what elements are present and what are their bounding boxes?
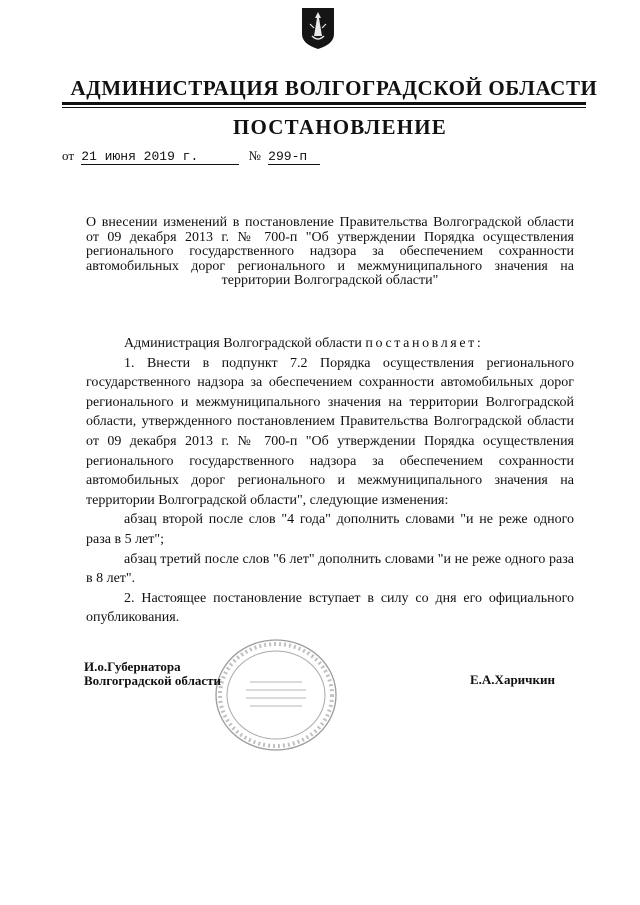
paragraph-4: 2. Настоящее постановление вступает в силу со дня его официального опубликования. xyxy=(86,590,574,626)
document-body xyxy=(86,334,574,628)
signatory-name: Е.А.Харичкин xyxy=(470,672,555,687)
header-rule-thick xyxy=(62,102,586,105)
header-rule-thin xyxy=(62,107,586,108)
document-type-title: ПОСТАНОВЛЕНИЕ xyxy=(232,115,448,139)
number-prefix: № xyxy=(248,148,261,163)
signatory-position-line2: Волгоградской области xyxy=(84,673,222,688)
document-subject: О внесении изменений в постановление Правительства Волгоградской области от 09 декабря 2013 г. № 700-п "Об утверждении Порядка осуществления регионального государственного надзора за обеспечением сохранности автомобильных дорог регионального и межмуниципального значения на территории Волгоградской области" xyxy=(86,215,574,289)
intro-verb: постановляет: xyxy=(365,336,484,351)
paragraph-2: абзац второй после слов "4 года" дополнить словами "и не реже одного раза в 5 лет"; xyxy=(86,512,574,547)
document-number: 299-п xyxy=(268,149,320,165)
date-number-line xyxy=(62,148,320,165)
signatory-position xyxy=(84,660,221,688)
intro-text: Администрация Волгоградской области xyxy=(124,336,362,351)
paragraph-3: абзац третий после слов "6 лет" дополнить словами "и не реже одного раза в 8 лет". xyxy=(86,551,574,587)
coat-of-arms-icon xyxy=(300,6,336,50)
signatory-position-line1: И.о.Губернатора xyxy=(84,659,181,674)
document-date: 21 июня 2019 г. xyxy=(81,149,239,165)
paragraph-1: 1. Внести в подпункт 7.2 Порядка осуществления регионального государственного надзора за обеспечением сохранности автомобильных дорог регионального и межмуниципального значения на территории Волгоградской области, утвержденного постановлением Правительства Волгоградской области от 09 декабря 2013 г. № 700-п "Об утверждении Порядка осуществления регионального государственного надзора за обеспечением сохранности автомобильных дорог регионального и межмуниципального значения на территории Волгоградской области", следующие изменения: xyxy=(86,355,574,508)
intro-paragraph xyxy=(86,334,574,354)
official-seal-icon xyxy=(210,634,342,756)
date-prefix: от xyxy=(62,148,75,163)
organization-title: АДМИНИСТРАЦИЯ ВОЛГОГРАДСКОЙ ОБЛАСТИ xyxy=(70,76,598,100)
